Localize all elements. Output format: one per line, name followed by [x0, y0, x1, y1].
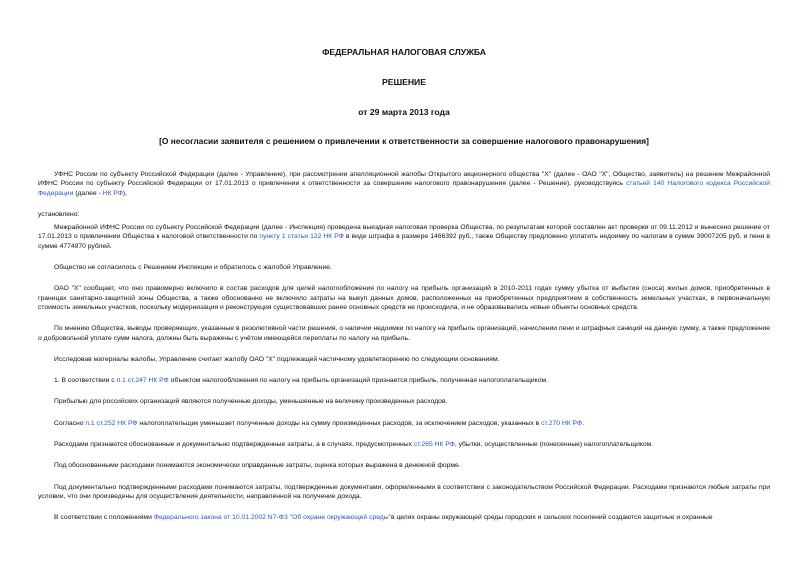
paragraph-recognized-expenses: [38, 440, 770, 449]
document-date: от 29 марта 2013 года: [358, 107, 450, 117]
link-article-265-nk[interactable]: ст.265 НК РФ: [413, 441, 455, 449]
link-federal-law-7fz[interactable]: Федерального закона от 10.01.2002 N7-ФЗ "Об охране окружающей среды": [153, 514, 391, 522]
paragraph-company-opinion: [38, 324, 770, 343]
paragraph-text: в целях охраны окружающей среды городских и сельских поселений создаются защитные и охранные: [391, 514, 713, 522]
link-nk-rf[interactable]: НК РФ: [102, 189, 123, 197]
paragraph-item-1: [38, 376, 770, 385]
link-article-140-nk[interactable]: статьей 140 Налогового кодекса Российской Федерации: [38, 180, 770, 197]
paragraph-review: [38, 355, 770, 364]
paragraph-established: [38, 210, 770, 219]
paragraph-text: объектом налогообложения по налогу на прибыль организаций признается прибыль, полученная налогоплательщиком.: [168, 377, 548, 385]
paragraph-text: В соответствии с положениями: [54, 514, 154, 522]
link-article-122-nk[interactable]: пункту 1 статьи 122 НК РФ: [259, 233, 344, 241]
paragraph-text: установлено:: [38, 210, 80, 218]
paragraph-text: Общество не согласилось с Решением Инспекции и обратилось с жалобой Управление.: [54, 264, 332, 272]
paragraph-profit: [38, 397, 770, 406]
document-body: [38, 170, 770, 523]
paragraph-text: По мнению Общества, выводы проверяющих, указанные в резолютивной части решения, о наличии недоимки по налогу на прибыль организаций, начислении пени и штрафных санкций на данную сумму, а также предложение о добровольной уплате сумм налога, должны быть выражены с учётом имеющейся переплаты по налогу на прибыль.: [38, 325, 770, 342]
document-page: [38, 0, 770, 535]
paragraph-text: налогоплательщик уменьшает полученные доходы на сумму произведенных расходов, за исключением расходов, указанных в: [137, 419, 542, 427]
paragraph-text: Под документально подтвержденными расходами понимаются затраты, подтвержденные документами, оформленными в соответствии с законодательством Российской Федерации. Расходами признаются любые затраты при условии, что они произведены для осуществления деятельности, направленной на получение дохода.: [38, 483, 770, 500]
document-subject: [О несогласии заявителя с решением о привлечении к ответственности за совершение налогового правонарушения]: [159, 136, 649, 146]
paragraph-text: УФНС России по субъекту Российской Федерации (далее - Управление), при рассмотрении апелляционной жалобы Открытого акционерного общества "Х" (далее - ОАО "Х", Общество, заявитель) на решение Межрайонной ИФНС России по субъекту Российской Федерации от 17.01.2013 о привлечении к ответственности за совершение налогового правонарушения (далее - Решение), руководствуясь: [38, 171, 770, 188]
paragraph-text: ),: [122, 189, 127, 197]
paragraph-expenses: [38, 419, 770, 428]
paragraph-text: Межрайонной ИФНС России по субъекту Российской Федерации (далее - Инспекция) проведена выездная налоговая проверка Общества, по результатам которой составлен акт проверки от 09.11.2012 и вынесено решение от 17.01.2013 о привлечении Общества к налоговой ответственности по: [38, 224, 770, 241]
paragraph-text: 1. В соответствии с: [54, 377, 117, 385]
paragraph-text: Расходами признаются обоснованные и документально подтвержденные затраты, а в случаях, предусмотренных: [54, 441, 414, 449]
link-article-252-nk[interactable]: п.1 ст.252 НК РФ: [85, 419, 138, 427]
paragraph-text: Согласно: [54, 419, 86, 427]
paragraph-text: (далее -: [73, 189, 103, 197]
paragraph-text: .: [582, 419, 584, 427]
paragraph-text: в виде штрафа в размере 1466392 руб., также Обществу предложено уплатить недоимку по налогам в сумме 39007205 руб. и пени в сумме 4774970 рублей.: [38, 233, 770, 250]
link-article-247-nk[interactable]: п.1 ст.247 НК РФ: [116, 377, 169, 385]
paragraph-disagreement: [38, 263, 770, 272]
agency-heading: ФЕДЕРАЛЬНАЯ НАЛОГОВАЯ СЛУЖБА: [322, 47, 486, 57]
document-type-heading: РЕШЕНИЕ: [382, 77, 426, 87]
paragraph-environment-law: [38, 513, 770, 522]
paragraph-text: Под обоснованными расходами понимаются экономически оправданные затраты, оценка которых выражена в денежной форме.: [54, 462, 461, 470]
paragraph-text: Прибылью для российских организаций являются полученные доходы, уменьшенные на величину произведенных расходов.: [54, 398, 448, 406]
paragraph-text: Исследовав материалы жалобы, Управление считает жалобу ОАО "Х" подлежащей частичному удовлетворению по следующим основаниям.: [54, 355, 500, 363]
link-article-270-nk[interactable]: ст.270 НК РФ: [541, 419, 583, 427]
paragraph-justified-expenses: [38, 461, 770, 470]
paragraph-text: ОАО "Х" сообщает, что оно правомерно включило в состав расходов для целей налогообложения по налогу на прибыль организаций в 2010-2011 годах сумму убытка от выбытия (сноса) жилых домов, приобретенных в границах санитарно-защитной зоны Общества, а также обоснованно не включило затраты на выкуп данных домов, расположенных на приобретенных предприятием в собственность земельных участках, в первоначальную стоимость земельных участков, поскольку модернизация и реконструкция существовавших ранее основных средств не происходила, и не образовывались новые объекты основных средств.: [38, 285, 770, 311]
paragraph-text: , убытки, осуществленные (понесенные) налогоплательщиком.: [454, 441, 654, 449]
paragraph-company-position: [38, 284, 770, 312]
paragraph-intro: [38, 170, 770, 198]
paragraph-documented-expenses: [38, 483, 770, 502]
paragraph-audit: [38, 223, 770, 251]
